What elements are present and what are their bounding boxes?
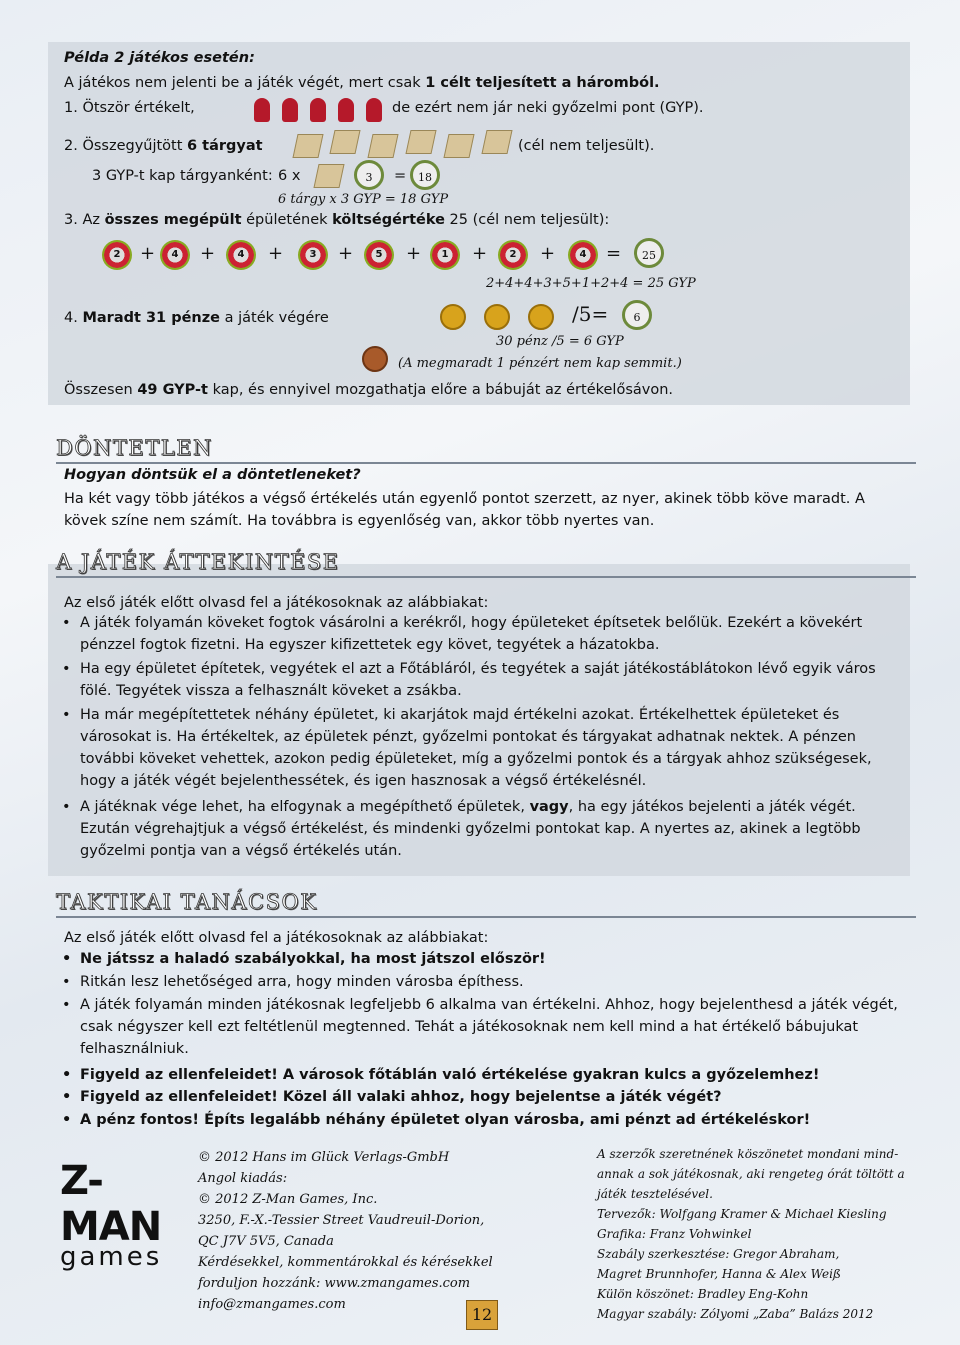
gold-coin-icon bbox=[440, 304, 466, 330]
building-cost-icon: 4 bbox=[568, 240, 598, 270]
tactics-bullet-1: • Ne játssz a haladó szabályokkal, ha most játszol először! bbox=[80, 948, 900, 970]
example-intro: A játékos nem jelenti be a játék végét, mert csak 1 célt teljesített a háromból. bbox=[64, 75, 660, 91]
building-cost-icon: 5 bbox=[364, 240, 394, 270]
page-number: 12 bbox=[466, 1300, 498, 1330]
example-item-3: 3. Az összes megépült épületének költségértéke 25 (cél nem teljesült): bbox=[64, 212, 610, 228]
credit-right-6: Szabály szerkesztése: Gregor Abraham, bbox=[597, 1247, 840, 1261]
credit-right-8: Külön köszönet: Bradley Eng-Kohn bbox=[597, 1287, 809, 1301]
item-token-icon bbox=[367, 134, 398, 158]
example-item-4-note-2: (A megmaradt 1 pénzért nem kap semmit.) bbox=[398, 356, 682, 371]
building-cost-icon: 2 bbox=[498, 240, 528, 270]
overview-bullet-1: • A játék folyamán köveket fogtok vásárolni a kerékről, hogy épületeket építsetek belőlük. Ezekért a kövekért pénzzel fogtok fizetni. Ha egyszer kifizettetek egy követ, tegyétek a házatokba. bbox=[80, 612, 900, 656]
example-item-2-post: (cél nem teljesült). bbox=[518, 138, 655, 154]
tactics-bullet-2: • Ritkán lesz lehetőséged arra, hogy minden városba építhess. bbox=[80, 971, 900, 993]
plus-sign: + bbox=[472, 243, 488, 264]
example-title: Példa 2 játékos esetén: bbox=[64, 50, 255, 66]
credit-right-7: Magret Brunnhofer, Hanna & Alex Weiß bbox=[597, 1267, 841, 1281]
example-item-4: 4. Maradt 31 pénze a játék végére bbox=[64, 310, 329, 326]
victory-point-wreath-icon: 18 bbox=[410, 160, 440, 190]
overview-bullet-4: • A játéknak vége lehet, ha elfogynak a megépíthető épületek, vagy, ha egy játékos bejelenti a játék végét. Ezután végrehajtjuk a végső értékelést, és mindenki győzelmi pontokat kap. A nyertes az, akinek a legtöbb győzelmi pontja van a végső értékelés után. bbox=[80, 796, 900, 862]
credit-left-4: 3250, F.-X.-Tessier Street Vaudreuil-Dorion, bbox=[198, 1213, 485, 1228]
credit-right-5: Grafika: Franz Vohwinkel bbox=[597, 1227, 752, 1241]
credit-right-9: Magyar szabály: Zólyomi „Zaba” Balázs 2012 bbox=[597, 1307, 874, 1321]
building-cost-icon: 3 bbox=[298, 240, 328, 270]
example-item-1: 1. Ötször értékelt, bbox=[64, 100, 195, 116]
red-pawn-icon bbox=[310, 98, 326, 122]
example-item-3-note: 2+4+4+3+5+1+2+4 = 25 GYP bbox=[486, 276, 696, 291]
victory-point-wreath-icon: 25 bbox=[634, 238, 664, 268]
red-pawn-icon bbox=[254, 98, 270, 122]
credit-left-7: forduljon hozzánk: www.zmangames.com bbox=[198, 1276, 471, 1291]
example-summary: Összesen 49 GYP-t kap, és ennyivel mozgathatja előre a bábuját az értékelősávon. bbox=[64, 382, 674, 398]
tactics-bullet-3: • A játék folyamán minden játékosnak legfeljebb 6 alkalma van értékelni. Ahhoz, hogy bejelenthesd a játék végét, csak négyszer kell ezt feltétlenül megtenned. Tehát a játékosoknak nem kell mind a hat értékelő bábujukat felhasználniuk. bbox=[80, 994, 900, 1060]
tie-question: Hogyan döntsük el a döntetleneket? bbox=[64, 467, 361, 483]
credit-left-5: QC J7V 5V5, Canada bbox=[198, 1234, 334, 1249]
plus-sign: + bbox=[140, 243, 156, 264]
credit-right-4: Tervezők: Wolfgang Kramer & Michael Kiesling bbox=[597, 1207, 887, 1221]
plus-sign: + bbox=[540, 243, 556, 264]
example-item-1-post: de ezért nem jár neki győzelmi pont (GYP). bbox=[392, 100, 704, 116]
tactics-bullet-4: • Figyeld az ellenfeleidet! A városok főtáblán való értékelése gyakran kulcs a győzelemhez! bbox=[80, 1064, 900, 1086]
divide-by-five: /5= bbox=[572, 302, 609, 326]
credit-right-2: annak a sok játékosnak, aki rengeteg órát töltött a bbox=[597, 1167, 905, 1181]
plus-sign: + bbox=[200, 243, 216, 264]
overview-bullet-2: • Ha egy épületet építetek, vegyétek el azt a Főtábláról, és tegyétek a saját játékostáblátokon lévő egyik város fölé. Tegyétek vissza a felhasznált köveket a zsákba. bbox=[80, 658, 900, 702]
credit-left-6: Kérdésekkel, kommentárokkal és kérésekkel bbox=[198, 1255, 493, 1270]
tactics-heading: TAKTIKAI TANÁCSOK bbox=[56, 890, 916, 918]
tie-heading: DÖNTETLEN bbox=[56, 436, 916, 464]
red-pawn-icon bbox=[366, 98, 382, 122]
credit-left-2: Angol kiadás: bbox=[198, 1171, 288, 1186]
plus-sign: + bbox=[338, 243, 354, 264]
tie-text: Ha két vagy több játékos a végső értékelés után egyenlő pontot szerzett, az nyer, akinek több köve maradt. A kövek színe nem számít. Ha továbbra is egyenlőség van, akkor több nyertes van. bbox=[64, 491, 865, 529]
credit-right-3: játék tesztelésével. bbox=[597, 1187, 713, 1201]
red-pawn-icon bbox=[282, 98, 298, 122]
example-item-4-note-1: 30 pénz /5 = 6 GYP bbox=[496, 334, 624, 349]
tactics-bullet-5: • Figyeld az ellenfeleidet! Közel áll valaki ahhoz, hogy bejelentse a játék végét? bbox=[80, 1086, 900, 1108]
plus-sign: + bbox=[268, 243, 284, 264]
example-item-2-calc: 3 GYP-t kap tárgyanként: bbox=[92, 168, 273, 184]
gold-coin-icon bbox=[528, 304, 554, 330]
building-cost-icon: 1 bbox=[430, 240, 460, 270]
plus-sign: + bbox=[406, 243, 422, 264]
item-token-icon bbox=[443, 134, 474, 158]
gold-coin-icon bbox=[484, 304, 510, 330]
credit-right-1: A szerzők szeretnének köszönetet mondani mind- bbox=[597, 1147, 899, 1161]
overview-intro: Az első játék előtt olvasd fel a játékosoknak az alábbiakat: bbox=[64, 595, 489, 611]
victory-point-wreath-icon: 3 bbox=[354, 160, 384, 190]
building-cost-icon: 2 bbox=[102, 240, 132, 270]
building-cost-icon: 4 bbox=[160, 240, 190, 270]
item-token-icon bbox=[329, 130, 360, 154]
example-item-2-eq: = bbox=[394, 168, 407, 184]
credit-left-8: info@zmangames.com bbox=[198, 1297, 346, 1312]
tactics-intro: Az első játék előtt olvasd fel a játékosoknak az alábbiakat: bbox=[64, 930, 489, 946]
copper-coin-icon bbox=[362, 346, 388, 372]
example-item-2-6x: 6 x bbox=[278, 168, 301, 184]
equals-sign: = bbox=[606, 243, 622, 264]
red-pawn-icon bbox=[338, 98, 354, 122]
zman-games-logo: Z-MAN games bbox=[60, 1158, 163, 1272]
item-token-icon bbox=[481, 130, 512, 154]
credit-left-3: © 2012 Z-Man Games, Inc. bbox=[198, 1192, 378, 1207]
overview-heading: A JÁTÉK ÁTTEKINTÉSE bbox=[56, 550, 916, 578]
victory-point-wreath-icon: 6 bbox=[622, 300, 652, 330]
tactics-bullet-6: • A pénz fontos! Építs legalább néhány épületet olyan városba, ami pénzt ad értékeléskor! bbox=[80, 1109, 900, 1131]
overview-bullet-3: • Ha már megépítettetek néhány épületet, ki akarjátok majd értékelni azokat. Értékelhettek épületeket és városokat is. Ha értékeltek, az épületek pénzt, győzelmi pontokat és tárgyakat adhatnak nektek. A pénzen további köveket vehettek, azokon pedig épületeket, míg a győzelmi pontok és a tárgyak ahhoz szükségesek, hogy a játék végét bejelenthessétek, és igen hasznosak a végső értékelésnél. bbox=[80, 704, 900, 792]
credit-left-1: © 2012 Hans im Glück Verlags-GmbH bbox=[198, 1150, 450, 1165]
example-item-2-note: 6 tárgy x 3 GYP = 18 GYP bbox=[278, 192, 449, 207]
building-cost-icon: 4 bbox=[226, 240, 256, 270]
example-item-2: 2. Összegyűjtött 6 tárgyat bbox=[64, 138, 263, 154]
item-token-icon bbox=[313, 164, 344, 188]
item-token-icon bbox=[292, 134, 323, 158]
item-token-icon bbox=[405, 130, 436, 154]
